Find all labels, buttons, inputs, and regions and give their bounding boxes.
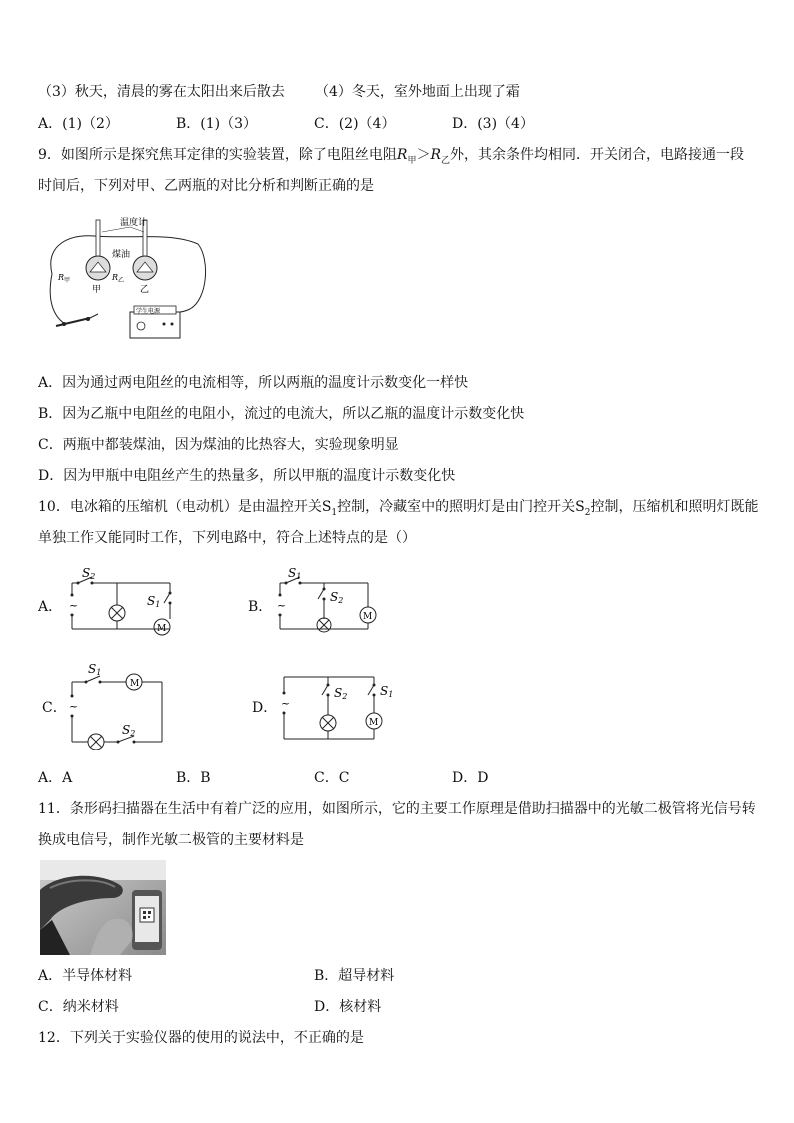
svg-text:M: M bbox=[130, 679, 140, 689]
q10-option-d: D．D bbox=[452, 770, 489, 786]
circuit-d-label: D． bbox=[252, 700, 278, 716]
circuit-b-label: B． bbox=[248, 599, 273, 615]
q9-option-d: D．因为甲瓶中电阻丝产生的热量多，所以甲瓶的温度计示数变化快 bbox=[38, 468, 456, 484]
q11-option-d: D．核材料 bbox=[314, 999, 382, 1015]
q11-option-c: C．纳米材料 bbox=[38, 999, 119, 1015]
svg-text:~: ~ bbox=[69, 599, 79, 612]
q11-option-b: B．超导材料 bbox=[314, 968, 395, 984]
svg-text:S1: S1 bbox=[380, 684, 394, 699]
q8-option-c: C．(2)（4） bbox=[314, 116, 396, 132]
svg-text:~: ~ bbox=[69, 700, 79, 713]
q8-item3: （3）秋天，清晨的雾在太阳出来后散去 bbox=[38, 84, 285, 100]
q11-stem-line2: 换成电信号，制作光敏二极管的主要材料是 bbox=[38, 832, 304, 848]
circuit-c-label: C． bbox=[42, 700, 67, 716]
svg-text:M: M bbox=[363, 612, 373, 622]
ryi-label: $R_乙$ bbox=[112, 273, 125, 284]
q8-item4: （4）冬天，室外地面上出现了霜 bbox=[315, 84, 520, 100]
q10-stem-line1: 10．电冰箱的压缩机（电动机）是由温控开关$S_1$控制，冷藏室中的照明灯是由门控开关$S_2$控制，压缩机和照明灯既能 bbox=[38, 499, 759, 518]
q10-option-a: A．A bbox=[38, 770, 73, 786]
circuit-a-label: A． bbox=[38, 599, 63, 615]
svg-text:学生电源: 学生电源 bbox=[136, 308, 161, 315]
power-supply-icon bbox=[130, 306, 180, 338]
circuit-d-diagram bbox=[276, 665, 396, 745]
svg-text:M: M bbox=[157, 624, 167, 634]
yi-label: 乙 bbox=[140, 285, 150, 295]
jia-label: 甲 bbox=[92, 285, 102, 295]
q10-stem-line2: 单独工作又能同时工作，下列电路中，符合上述特点的是（） bbox=[38, 530, 416, 546]
kerosene-label: 煤油 bbox=[112, 250, 131, 260]
svg-text:S2: S2 bbox=[330, 590, 344, 605]
circuit-b-diagram bbox=[272, 565, 382, 645]
svg-text:M: M bbox=[369, 718, 379, 728]
svg-text:S2: S2 bbox=[82, 566, 96, 581]
svg-text:~: ~ bbox=[277, 599, 287, 612]
q12-stem-line1: 12．下列关于实验仪器的使用的说法中，不正确的是 bbox=[38, 1030, 364, 1046]
svg-text:S2: S2 bbox=[122, 723, 136, 738]
joule-law-apparatus-figure bbox=[40, 214, 208, 342]
thermometer-jia bbox=[96, 220, 100, 260]
q10-option-b: B．B bbox=[176, 770, 211, 786]
q10-option-c: C．C bbox=[314, 770, 350, 786]
thermometer-label: 温度计 bbox=[120, 218, 148, 228]
svg-text:S2: S2 bbox=[334, 686, 348, 701]
q9-stem-line2: 时间后，下列对甲、乙两瓶的对比分析和判断正确的是 bbox=[38, 178, 374, 194]
circuit-a-diagram bbox=[62, 565, 192, 645]
svg-text:S1: S1 bbox=[147, 594, 161, 609]
q11-option-a: A．半导体材料 bbox=[38, 968, 133, 984]
q8-option-d: D．(3)（4） bbox=[452, 116, 534, 132]
q9-stem-line1: 9．如图所示是探究焦耳定律的实验装置，除了电阻丝电阻$R_甲>R_乙$外，其余条件均相同．开关闭合，电路接通一段 bbox=[38, 147, 745, 166]
svg-text:S1: S1 bbox=[288, 566, 302, 581]
q9-option-c: C．两瓶中都装煤油，因为煤油的比热容大，实验现象明显 bbox=[38, 437, 399, 453]
q8-option-b: B．(1)（3） bbox=[176, 116, 258, 132]
q11-stem-line1: 11．条形码扫描器在生活中有着广泛的应用，如图所示，它的主要工作原理是借助扫描器中的光敏二极管将光信号转 bbox=[38, 801, 756, 817]
q9-option-a: A．因为通过两电阻丝的电流相等，所以两瓶的温度计示数变化一样快 bbox=[38, 375, 469, 391]
rjia-label: $R_甲$ bbox=[58, 273, 71, 284]
q9-option-b: B．因为乙瓶中电阻丝的电阻小，流过的电流大，所以乙瓶的温度计示数变化快 bbox=[38, 406, 525, 422]
q8-option-a: A．(1)（2） bbox=[38, 116, 119, 132]
barcode-scanner-photo bbox=[40, 860, 166, 955]
svg-text:S1: S1 bbox=[88, 662, 102, 677]
svg-text:~: ~ bbox=[281, 697, 291, 710]
circuit-c-diagram bbox=[62, 660, 172, 750]
